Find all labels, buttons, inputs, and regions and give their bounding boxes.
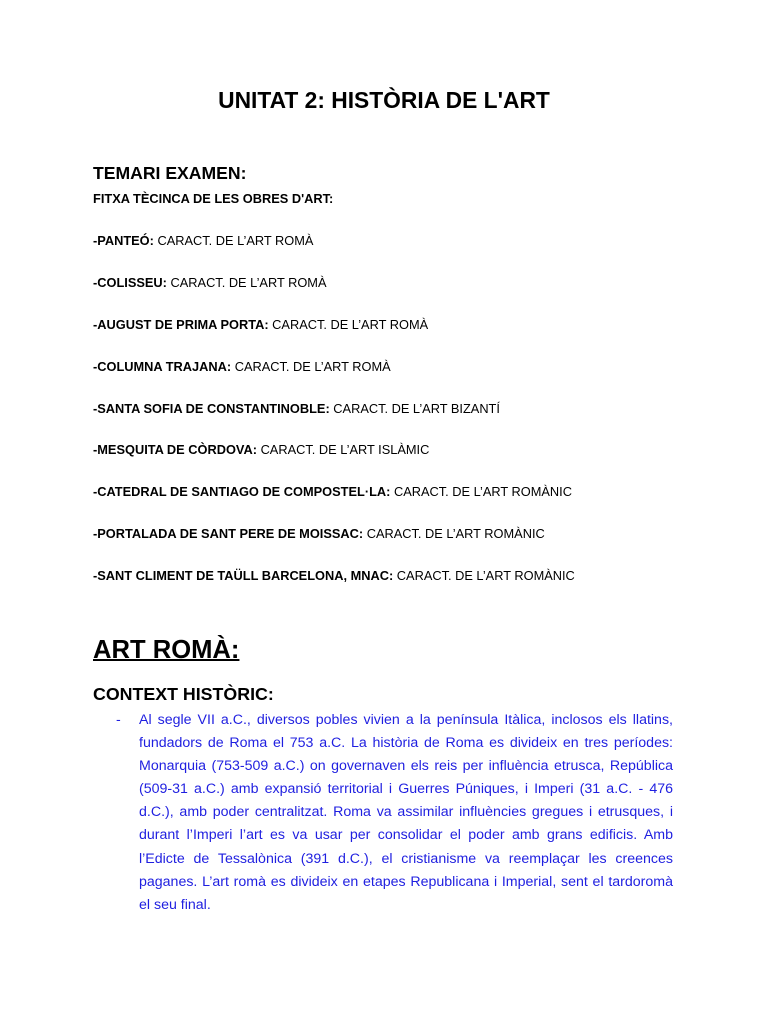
context-heading: CONTEXT HISTÒRIC: [93, 684, 274, 704]
artwork-item [93, 304, 575, 346]
paragraph-bullet: - [116, 712, 121, 728]
artwork-item [93, 513, 575, 555]
artwork-name: -CATEDRAL DE SANTIAGO DE COMPOSTEL·LA: [93, 484, 391, 500]
paragraph-line: fundadors de Roma el 753 a.C. La història de Roma es divideix en tres períodes: [139, 735, 673, 752]
artwork-characteristics: CARACT. DE L’ART BIZANTÍ [333, 400, 500, 416]
paragraph-line: el seu final. [139, 896, 211, 913]
paragraph-line: Monarquia (753-509 a.C.) on governaven els reis per influència etrusca, República [139, 758, 673, 775]
artwork-item [93, 388, 575, 430]
artwork-name: -SANTA SOFIA DE CONSTANTINOBLE: [93, 400, 330, 416]
artwork-item [93, 346, 575, 388]
artwork-item [93, 429, 575, 471]
artwork-item [93, 555, 575, 597]
artwork-characteristics: CARACT. DE L’ART ROMÀNIC [366, 526, 545, 542]
paragraph-line: paganes. L’art romà es divideix en etapes Republicana i Imperial, sent el tardoromà [139, 873, 673, 890]
artwork-name: -AUGUST DE PRIMA PORTA: [93, 316, 269, 332]
artwork-name: -PORTALADA DE SANT PERE DE MOISSAC: [93, 526, 364, 542]
artwork-characteristics: CARACT. DE L’ART ROMÀNIC [396, 568, 575, 584]
syllabus-subheading: FITXA TÈCINCA DE LES OBRES D'ART: [93, 191, 334, 206]
paragraph-line: Al segle VII a.C., diversos pobles vivien a la península Itàlica, inclosos els llatins, [139, 712, 673, 728]
artwork-name: -MESQUITA DE CÒRDOVA: [93, 442, 257, 458]
artwork-characteristics: CARACT. DE L’ART ISLÀMIC [260, 442, 430, 458]
artwork-characteristics: CARACT. DE L’ART ROMÀ [170, 274, 327, 290]
artwork-item [93, 471, 575, 513]
artwork-name: -COLUMNA TRAJANA: [93, 358, 232, 374]
paragraph-line: (509-31 a.C.) amb expansió territorial i Guerres Púniques, i Imperi (31 a.C. - 476 [139, 781, 673, 798]
artwork-characteristics: CARACT. DE L’ART ROMÀNIC [393, 484, 572, 500]
artwork-item [93, 220, 575, 262]
paragraph-line: d.C.), amb poder centralitzat. Roma va assimilar influències gregues i etrusques, i [139, 804, 673, 821]
artwork-item [93, 262, 575, 304]
artwork-name: -PANTEÓ: [93, 233, 154, 248]
artwork-name: -SANT CLIMENT DE TAÜLL BARCELONA, MNAC: [93, 568, 394, 584]
document-title: UNITAT 2: HISTÒRIA DE L'ART [218, 87, 550, 113]
artwork-characteristics: CARACT. DE L’ART ROMÀ [272, 316, 429, 332]
paragraph-line: durant l’Imperi l’art es va usar per consolidar el poder amb grans edificis. Amb [139, 827, 673, 844]
paragraph-line: l’Edicte de Tessalònica (391 d.C.), el cristianisme va reemplaçar les creences [139, 850, 673, 867]
artwork-characteristics: CARACT. DE L’ART ROMÀ [234, 358, 391, 374]
artwork-name: -COLISSEU: [93, 274, 167, 290]
section-heading: ART ROMÀ: [93, 636, 240, 664]
syllabus-heading: TEMARI EXAMEN: [93, 163, 247, 183]
context-paragraph [139, 709, 673, 917]
artwork-characteristics: CARACT. DE L’ART ROMÀ [157, 233, 314, 248]
artwork-list [93, 220, 575, 597]
